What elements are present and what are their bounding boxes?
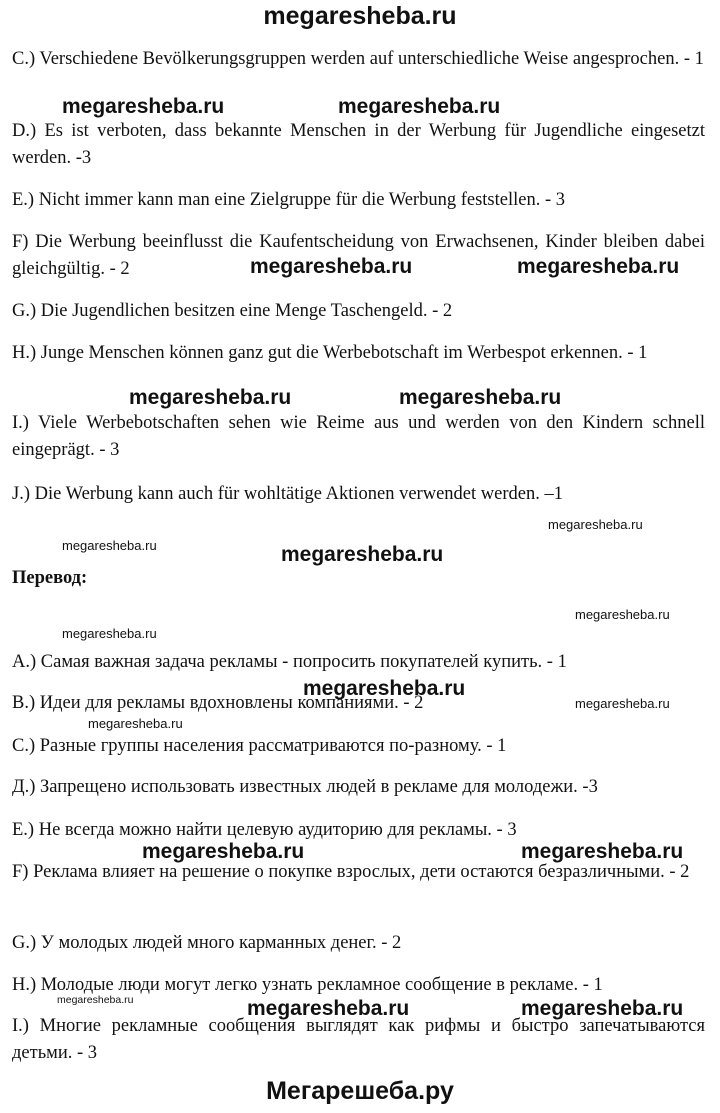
watermark: megaresheba.ru [62,626,157,641]
translation-heading: Перевод: [12,568,88,588]
german-item-c: C.) Verschiedene Bevölkerungsgruppen werden auf unterschiedliche Weise angesprochen. - 1 [12,49,704,69]
watermark: megaresheba.ru [303,677,466,700]
german-item-f: F) Die Werbung beeinflusst die Kaufentscheidung von Erwachsenen, Kinder bleiben dabei gleichgültig. - 2 [12,232,705,279]
german-item-d: D.) Es ist verboten, dass bekannte Menschen in der Werbung für Jugendliche eingesetzt werden. -3 [12,121,705,168]
footer-site-title: Мегарешеба.ру [266,1077,454,1105]
russian-item-e: E.) Не всегда можно найти целевую аудиторию для рекламы. - 3 [12,820,517,840]
watermark: megaresheba.ru [575,696,670,711]
watermark: megaresheba.ru [281,543,444,566]
watermark: megaresheba.ru [338,95,501,118]
watermark: megaresheba.ru [548,517,643,532]
watermark: megaresheba.ru [399,386,562,409]
russian-item-b: B.) Идеи для рекламы вдохновлены компаниями. - 2 [12,693,424,713]
header-site-title: megaresheba.ru [263,2,457,30]
russian-item-c: C.) Разные группы населения рассматриваются по-разному. - 1 [12,736,507,756]
watermark: megaresheba.ru [575,607,670,622]
german-item-i: I.) Viele Werbebotschaften sehen wie Reime aus und werden von den Kindern schnell eingeprägt. - 3 [12,413,705,460]
watermark: megaresheba.ru [521,997,684,1020]
watermark: megaresheba.ru [247,997,410,1020]
russian-item-h: H.) Молодые люди могут легко узнать рекламное сообщение в рекламе. - 1 [12,975,603,995]
russian-item-a: A.) Самая важная задача рекламы - попросить покупателей купить. - 1 [12,652,567,672]
german-item-j: J.) Die Werbung kann auch für wohltätige Aktionen verwendet werden. –1 [12,484,563,504]
watermark: megaresheba.ru [62,538,157,553]
watermark: megaresheba.ru [142,840,305,863]
watermark: megaresheba.ru [250,255,413,278]
watermark: megaresheba.ru [517,255,680,278]
watermark: megaresheba.ru [129,386,292,409]
german-item-e: E.) Nicht immer kann man eine Zielgruppe für die Werbung feststellen. - 3 [12,190,565,210]
german-item-g: G.) Die Jugendlichen besitzen eine Menge Taschengeld. - 2 [12,301,453,321]
watermark: megaresheba.ru [88,716,183,731]
watermark: megaresheba.ru [57,994,134,1006]
russian-item-f: F) Реклама влияет на решение о покупке взрослых, дети остаются безразличными. - 2 [12,862,690,882]
russian-item-d: Д.) Запрещено использовать известных людей в рекламе для молодежи. -3 [12,777,598,797]
watermark: megaresheba.ru [521,840,684,863]
german-item-h: H.) Junge Menschen können ganz gut die Werbebotschaft im Werbespot erkennen. - 1 [12,343,648,363]
russian-item-g: G.) У молодых людей много карманных денег. - 2 [12,933,402,953]
russian-item-i: I.) Многие рекламные сообщения выглядят как рифмы и быстро запечатываются детьми. - 3 [12,1016,705,1063]
watermark: megaresheba.ru [62,95,225,118]
